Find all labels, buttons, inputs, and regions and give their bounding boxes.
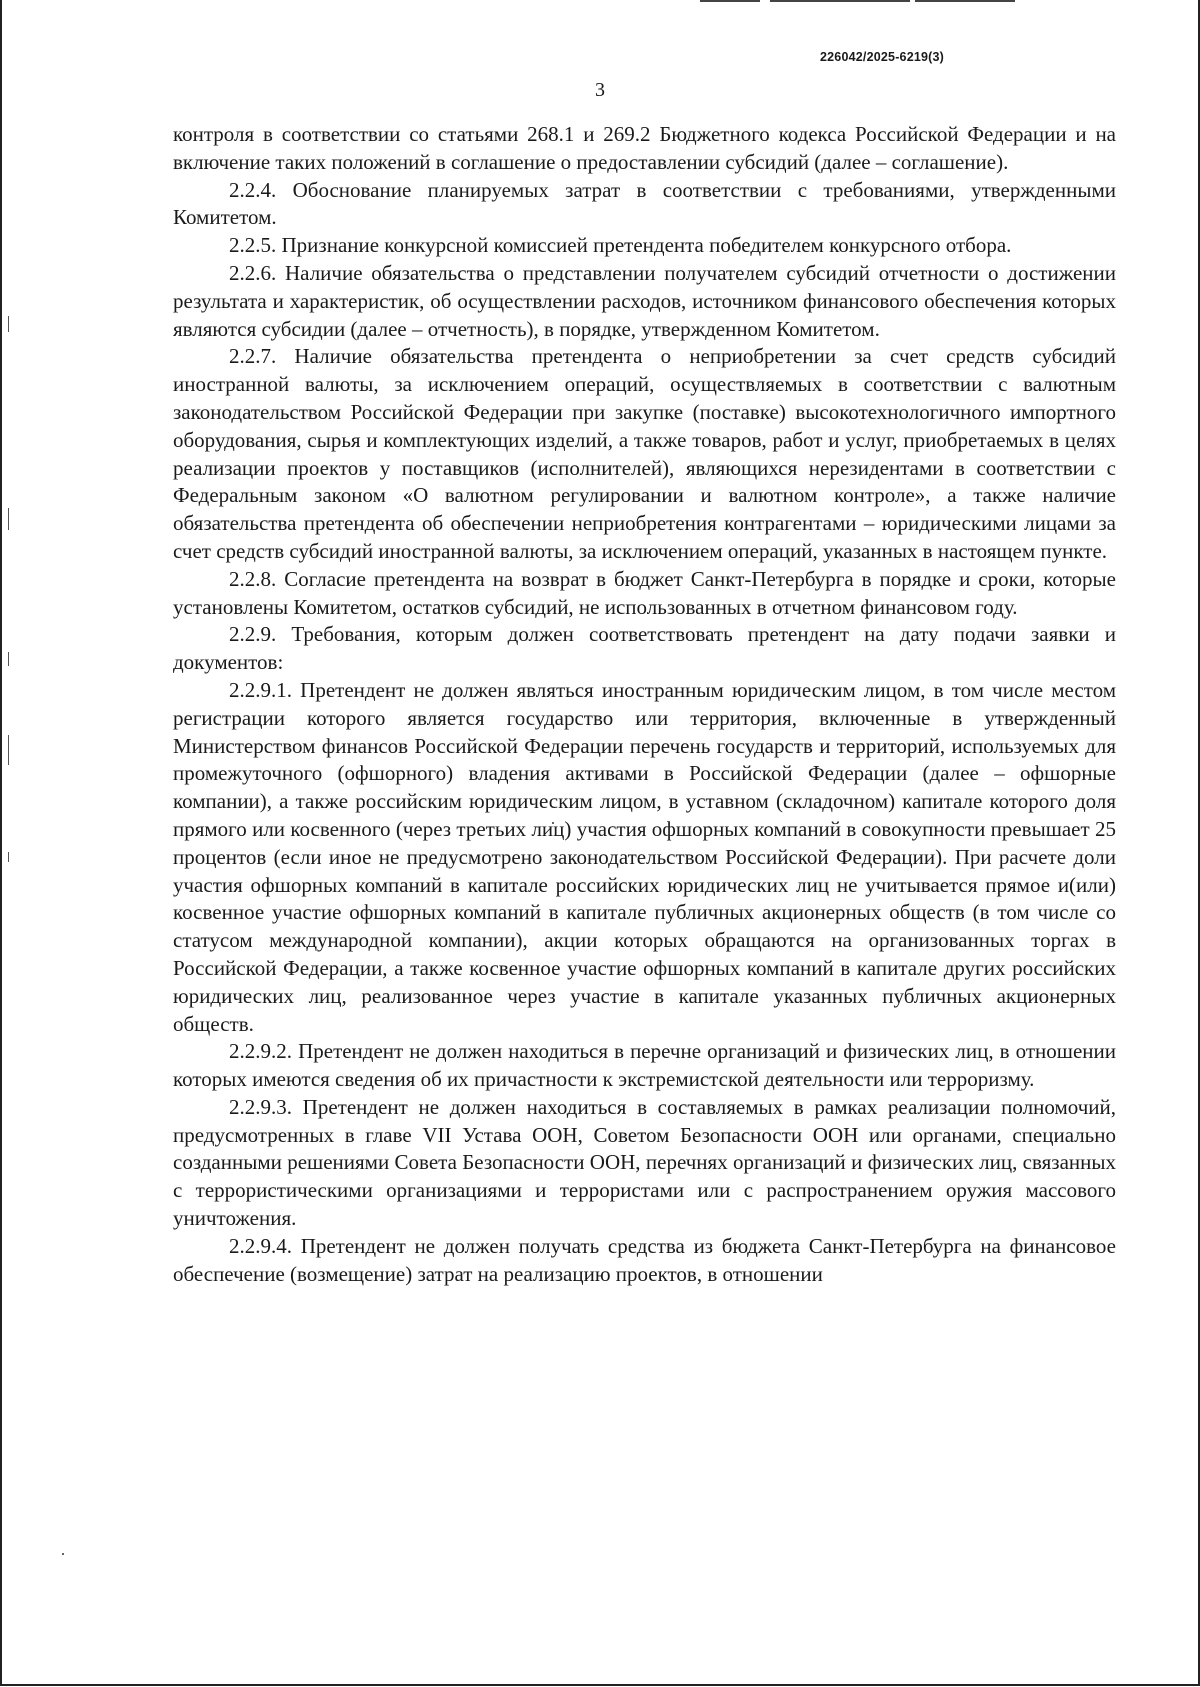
- scan-margin-mark: [8, 652, 9, 666]
- scan-top-mark: [700, 0, 760, 2]
- paragraph-2-2-9-4: 2.2.9.4. Претендент не должен получать средства из бюджета Санкт-Петербурга на финансовое обеспечение (возмещение) затрат на реализацию проектов, в отношении: [173, 1233, 1116, 1286]
- scan-margin-mark: [8, 316, 9, 332]
- scan-speck: [62, 1553, 64, 1555]
- paragraph-2-2-5: 2.2.5. Признание конкурсной комиссией претендента победителем конкурсного отбора.: [229, 233, 1012, 258]
- document-body: [173, 121, 1116, 1288]
- paragraph-2-2-6: 2.2.6. Наличие обязательства о представлении получателем субсидий отчетности о достижении результата и характеристик, об осуществлении расходов, источником финансового обеспечения которых являются субсидии (далее – отчетность), в порядке, утвержденном Комитетом.: [173, 260, 1116, 341]
- paragraph-2-2-9-3: 2.2.9.3. Претендент не должен находиться в составляемых в рамках реализации полномочий, предусмотренных в главе VII Устава ООН, Советом Безопасности ООН или органами, специально созданными решениями Совета Безопасности ООН, перечнях организаций и физических лиц, связанных с террористическими организациями и террористами или с распространением оружия массового уничтожения.: [173, 1094, 1116, 1231]
- page-number: 3: [595, 79, 605, 101]
- paragraph-2-2-9-2: 2.2.9.2. Претендент не должен находиться в перечне организаций и физических лиц, в отношении которых имеются сведения об их причастности к экстремистской деятельности или терроризму.: [173, 1039, 1116, 1092]
- scan-margin-mark: [8, 508, 9, 530]
- document-registration-number: 226042/2025-6219(3): [820, 50, 945, 64]
- scan-margin-mark: [8, 735, 9, 765]
- scan-top-mark: [770, 0, 910, 2]
- paragraph-2-2-4: 2.2.4. Обоснование планируемых затрат в соответствии с требованиями, утвержденными Комитетом.: [173, 177, 1116, 230]
- scan-top-mark: [915, 0, 1015, 2]
- paragraph-2-2-9-1: 2.2.9.1. Претендент не должен являться иностранным юридическим лицом, в том числе местом регистрации которого является государство или территория, включенные в утвержденный Министерством финансов Российской Федерации перечень государств и территорий, используемых для промежуточного (офшорного) владения активами в Российской Федерации (далее – офшорные компании), а также российским юридическим лицом, в уставном (складочном) капитале которого доля прямого или косвенного (через третьих лиц) участия офшорных компаний в совокупности превышает 25 процентов (если иное не предусмотрено законодательством Российской Федерации). При расчете доли участия офшорных компаний в капитале российских юридических лиц не учитывается прямое и(или) косвенное участие офшорных компаний в капитале публичных акционерных обществ (в том числе со статусом международной компании), акции которых обращаются на организованных торгах в Российской Федерации, а также косвенное участие офшорных компаний в капитале других российских юридических лиц, реализованное через участие в капитале указанных публичных акционерных обществ.: [173, 677, 1116, 1036]
- scan-margin-mark: [8, 852, 9, 862]
- paragraph-2-2-9: 2.2.9. Требования, которым должен соответствовать претендент на дату подачи заявки и документов:: [173, 622, 1116, 675]
- paragraph-2-2-7: 2.2.7. Наличие обязательства претендента о неприобретении за счет средств субсидий иностранной валюты, за исключением операций, осуществляемых в соответствии с валютным законодательством Российской Федерации при закупке (поставке) высокотехнологичного импортного оборудования, сырья и комплектующих изделий, а также товаров, работ и услуг, приобретаемых в целях реализации проектов у поставщиков (исполнителей), являющихся нерезидентами в соответствии с Федеральным законом «О валютном регулировании и валютном контроле», а также наличие обязательства претендента об обеспечении неприобретения контрагентами – юридическими лицами за счет средств субсидий иностранной валюты, за исключением операций, указанных в настоящем пункте.: [173, 344, 1116, 563]
- paragraph-2-2-8: 2.2.8. Согласие претендента на возврат в бюджет Санкт-Петербурга в порядке и сроки, которые установлены Комитетом, остатков субсидий, не использованных в отчетном финансовом году.: [173, 566, 1116, 619]
- paragraph-continuation: контроля в соответствии со статьями 268.1 и 269.2 Бюджетного кодекса Российской Федерации и на включение таких положений в соглашение о предоставлении субсидий (далее – соглашение).: [173, 122, 1116, 174]
